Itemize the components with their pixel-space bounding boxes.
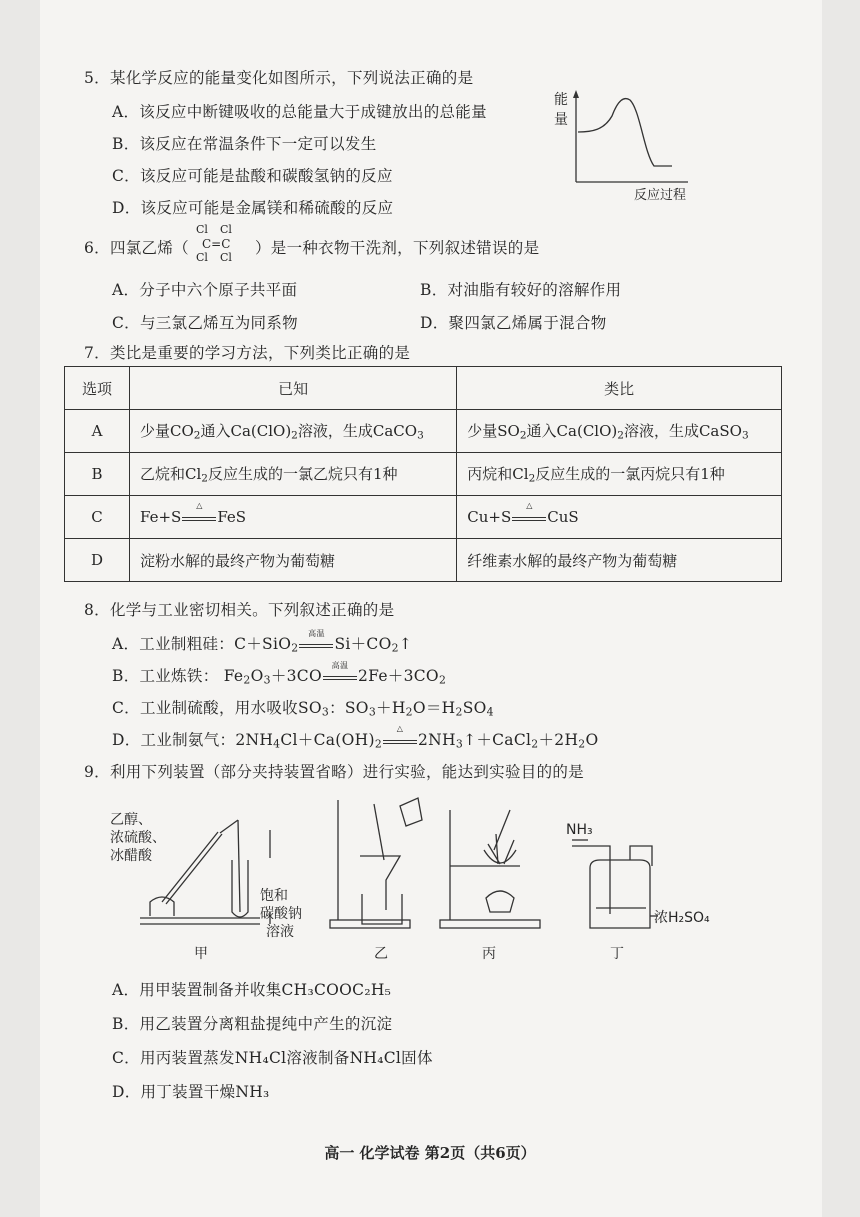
header-option: 选项 [65, 367, 130, 410]
svg-text:饱和: 饱和 [260, 888, 288, 904]
table-row: C Fe+S △ FeS Cu+S △ CuS [65, 496, 782, 539]
svg-text:丙: 丙 [482, 946, 496, 962]
q9-stem: 9．利用下列装置（部分夹持装置省略）进行实验，能达到实验目的的是 [84, 763, 584, 781]
q6-option-a: A．分子中六个原子共平面 [112, 281, 298, 299]
svg-text:冰醋酸: 冰醋酸 [110, 848, 152, 864]
energy-ylabel-2: 量 [554, 112, 568, 128]
q6-option-b: B．对油脂有较好的溶解作用 [420, 281, 622, 299]
apparatus-figure [100, 790, 740, 968]
q8-option-d: D．工业制氨气：$2NH_4Cl+Ca(OH)_2$ △ $2NH_3↑+CaCl_2+2H_2O$ [112, 724, 599, 751]
q5-option-b: B．该反应在常温条件下一定可以发生 [112, 135, 377, 153]
q5-option-a: A．该反应中断键吸收的总能量大于成键放出的总能量 [112, 103, 487, 121]
table-row: B 乙烷和$Cl_2$反应生成的一氯乙烷只有1种 丙烷和$Cl_2$反应生成的一氯丙烷只有1种 [65, 453, 782, 496]
apparatus-yi [330, 798, 422, 928]
q8-option-a: A．工业制粗硅：C＋SiO$_2$ 高温 $Si+CO_2↑$ [112, 629, 413, 655]
table-header-row [65, 367, 782, 410]
header-analogy: 类比 [457, 367, 782, 410]
q9-option-c: C．用丙装置蒸发NH₄Cl溶液制备NH₄Cl固体 [112, 1049, 433, 1067]
svg-text:甲: 甲 [194, 946, 208, 962]
svg-text:乙醇、: 乙醇、 [110, 812, 152, 828]
energy-ylabel-1: 能 [554, 92, 568, 108]
svg-text:浓H₂SO₄: 浓H₂SO₄ [654, 910, 710, 926]
table-row: A 少量$CO_2$通入$Ca(ClO)_2$溶液，生成CaCO$_3$ 少量$SO_2$通入$Ca(ClO)_2$溶液，生成CaSO$_3$ [65, 410, 782, 453]
energy-y-arrow [573, 90, 579, 98]
svg-text:NH₃: NH₃ [566, 822, 593, 838]
analogy-table [64, 366, 782, 582]
svg-text:丁: 丁 [610, 946, 624, 962]
apparatus-bing [440, 810, 540, 928]
energy-diagram [548, 86, 708, 206]
q6-stem: 6．四氯乙烯（ ）是一种衣物干洗剂，下列叙述错误的是 [84, 239, 540, 257]
q5-option-c: C．该反应可能是盐酸和碳酸氢钠的反应 [112, 167, 393, 185]
svg-text:碳酸钠: 碳酸钠 [260, 906, 302, 922]
q7-stem: 7．类比是重要的学习方法，下列类比正确的是 [84, 344, 411, 362]
q8-stem: 8．化学与工业密切相关。下列叙述正确的是 [84, 601, 395, 619]
q5-option-d: D．该反应可能是金属镁和稀硫酸的反应 [112, 199, 394, 217]
page-footer: 高一 化学试卷 第2页（共6页） [324, 1144, 536, 1162]
q8-option-c: C．工业制硫酸，用水吸收$SO_3$：$SO_3+H_2O=H_2SO_4$ [112, 699, 494, 719]
q9-option-d: D．用丁装置干燥NH₃ [112, 1083, 270, 1101]
q9-option-a: A．用甲装置制备并收集CH₃COOC₂H₅ [112, 981, 392, 999]
svg-text:溶液: 溶液 [266, 924, 294, 940]
energy-xlabel: 反应过程 [634, 188, 687, 203]
svg-text:浓硫酸、: 浓硫酸、 [110, 830, 166, 846]
q8-option-b: B．工业炼铁： $Fe_2O_3+3CO$ 高温 $2Fe+3CO_2$ [112, 661, 447, 687]
header-known: 已知 [130, 367, 457, 410]
q5-stem: 5．某化学反应的能量变化如图所示，下列说法正确的是 [84, 69, 474, 87]
q6-option-c: C．与三氯乙烯互为同系物 [112, 314, 298, 332]
energy-curve [578, 99, 672, 166]
q9-option-b: B．用乙装置分离粗盐提纯中产生的沉淀 [112, 1015, 393, 1033]
svg-text:乙: 乙 [374, 946, 388, 962]
q6-option-d: D．聚四氯乙烯属于混合物 [420, 314, 607, 332]
table-row: D 淀粉水解的最终产物为葡萄糖 纤维素水解的最终产物为葡萄糖 [65, 539, 782, 582]
apparatus-ding [572, 840, 658, 928]
